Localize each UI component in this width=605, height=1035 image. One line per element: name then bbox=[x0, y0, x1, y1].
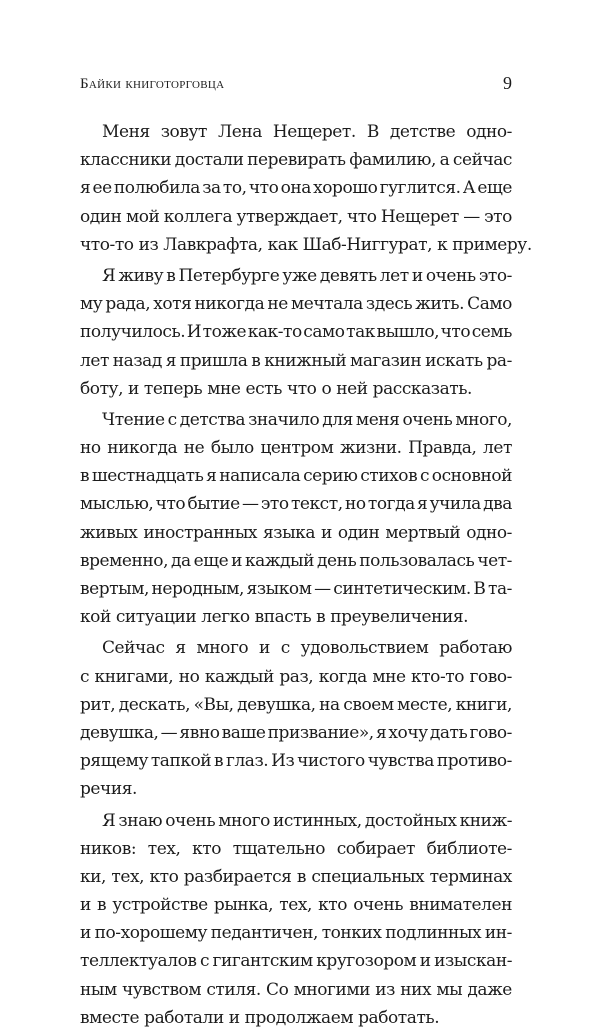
text-line: вертым, неродным, языком — синтетическим. В та- bbox=[80, 579, 512, 599]
text-line: му рада, хотя никогда не мечтала здесь жить. Само bbox=[80, 294, 512, 315]
text-line: мыслью, что бытие — это текст, но тогда я учила два bbox=[80, 494, 512, 515]
text-line: Сейчас я много и с удовольствием работаю bbox=[102, 638, 512, 659]
paragraph bbox=[80, 807, 512, 1033]
text-line: я ее полюбила за то, что она хорошо гуглится. А еще bbox=[80, 178, 512, 199]
text-line: временно, да еще и каждый день пользовалась чет- bbox=[80, 550, 512, 571]
text-line: один мой коллега утверждает, что Нещерет — это bbox=[80, 206, 512, 227]
text-line: теллектуалов с гигантским кругозором и изыскан- bbox=[80, 951, 512, 972]
text-line: ным чувством стиля. Со многими из них мы даже bbox=[80, 979, 512, 1000]
text-line: и в устройстве рынка, тех, кто очень внимателен bbox=[80, 895, 512, 916]
running-header bbox=[80, 73, 512, 96]
body-text bbox=[80, 118, 532, 1035]
text-line: Я живу в Петербурге уже девять лет и очень это- bbox=[102, 265, 512, 286]
text-line: ников: тех, кто тщательно собирает библиоте- bbox=[80, 838, 512, 859]
text-line: классники достали перевирать фамилию, а сейчас bbox=[80, 150, 512, 171]
text-line: с книгами, но каждый раз, когда мне кто-то гово- bbox=[80, 666, 512, 687]
running-title: Байки книготорговца bbox=[80, 76, 225, 92]
paragraph bbox=[80, 262, 512, 403]
text-line: девушка, — явно ваше призвание», я хочу дать гово- bbox=[80, 722, 512, 743]
text-line: получилось. И тоже как-то само так вышло, что семь bbox=[80, 322, 512, 343]
text-line: кой ситуации легко впасть в преувеличения. bbox=[80, 607, 469, 628]
text-line: боту, и теперь мне есть что о ней рассказать. bbox=[80, 378, 472, 399]
text-line: вместе работали и продолжаем работать. bbox=[80, 1007, 440, 1028]
paragraph bbox=[80, 118, 532, 259]
page-number: 9 bbox=[503, 73, 512, 93]
text-line: Я знаю очень много истинных, достойных книж- bbox=[102, 810, 512, 831]
text-line: живых иностранных языка и один мертвый одно- bbox=[80, 522, 512, 543]
text-line: Чтение с детства значило для меня очень много, bbox=[102, 409, 512, 430]
paragraph bbox=[80, 634, 512, 803]
text-line: рящему тапкой в глаз. Из чистого чувства противо- bbox=[80, 751, 512, 772]
text-line: что-то из Лавкрафта, как Шаб-Ниггурат, к примеру. bbox=[80, 234, 532, 255]
text-line: лет назад я пришла в книжный магазин искать ра- bbox=[80, 350, 512, 371]
text-line: ки, тех, кто разбирается в специальных терминах bbox=[80, 866, 512, 887]
text-line: речия. bbox=[80, 779, 137, 800]
paragraph bbox=[80, 406, 512, 632]
text-line: рит, дескать, «Вы, девушка, на своем месте, книги, bbox=[80, 694, 512, 715]
text-line: и по-хорошему педантичен, тонких подлинных ин- bbox=[80, 923, 512, 944]
text-line: но никогда не было центром жизни. Правда, лет bbox=[80, 438, 512, 459]
text-line: Меня зовут Лена Нещерет. В детстве одно- bbox=[102, 122, 512, 142]
text-line: в шестнадцать я написала серию стихов с основной bbox=[80, 466, 512, 487]
